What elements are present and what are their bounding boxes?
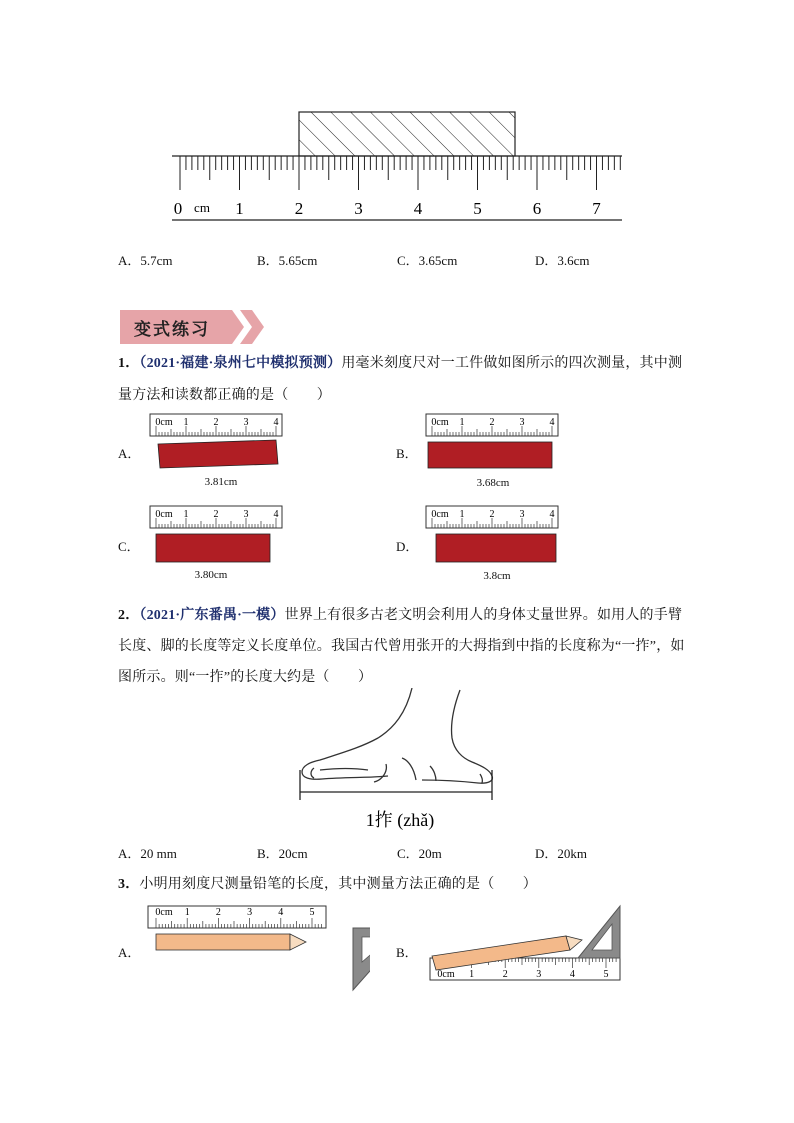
ruler-tick-label: 3 (519, 509, 525, 520)
ruler-tick-label: 4 (549, 417, 555, 428)
ruler-tick-label: 1 (459, 417, 465, 428)
q3-text: 小明用刻度尺测量铅笔的长度，其中测量方法正确的是（ ） (139, 877, 538, 892)
ruler-tick-label: 2 (489, 509, 495, 520)
ruler-tick-label: 3 (536, 969, 542, 980)
ruler-tick-label: 5 (603, 969, 609, 980)
q3-fig-a[interactable] (140, 900, 370, 995)
pencil-tip (290, 934, 306, 950)
ruler-tick-label: 1 (184, 907, 190, 918)
q2-option-d[interactable]: D．20km (535, 846, 588, 861)
ruler-tick-label: 3 (247, 907, 253, 918)
set-square-group (353, 928, 370, 990)
ruler-tick-label: 0 (173, 199, 183, 218)
pencil-body (156, 934, 290, 950)
ruler-tick-label: 2 (489, 417, 495, 428)
ruler-tick-label: 5 (473, 199, 482, 218)
ruler-tick-label: 6 (532, 199, 542, 218)
q2-text-1: 世界上有很多古老文明会利用人的身体丈量世界。如用人的手臂 (284, 608, 683, 623)
ruler-tick-label: 1 (469, 969, 475, 980)
ruler-unit-label: cm (194, 200, 210, 215)
q1-line2: 量方法和读数都正确的是（ ） (118, 388, 331, 403)
ruler-tick-label: 0cm (431, 509, 449, 520)
q1-fig-d[interactable] (424, 504, 564, 564)
ruler-tick-label: 3 (354, 199, 363, 218)
hand-span-label: 1拃 (zhǎ) (365, 810, 435, 830)
ruler-tick-label: 4 (273, 509, 279, 520)
q1-source: （2021·福建·泉州七中模拟预测） (139, 356, 342, 371)
q2-option-b[interactable]: B．20cm (257, 846, 308, 861)
q1-number: 1． (118, 356, 140, 371)
q1-fig-b-caption: 3.68cm (476, 477, 510, 489)
ruler-tick-label: 7 (592, 199, 601, 218)
option-d[interactable]: D．3.6cm (535, 253, 590, 268)
q2-source: （2021·广东番禺·一模） (139, 608, 285, 623)
ruler-tick-label: 4 (569, 969, 575, 980)
option-a[interactable]: A．5.7cm (118, 253, 173, 268)
workpiece-block (436, 534, 556, 562)
q2-line3: 图所示。则“一拃”的长度大约是（ ） (118, 670, 373, 685)
q1-fig-b-letter[interactable]: B． (396, 446, 418, 461)
q1-line1 (118, 352, 682, 372)
workpiece-block (158, 440, 278, 468)
workpiece-block (428, 442, 552, 468)
ruler-tick-label: 1 (183, 417, 189, 428)
q3-fig-b[interactable] (420, 900, 640, 1000)
q3-number: 3． (118, 877, 140, 892)
ruler-tick-label: 0cm (437, 969, 455, 980)
q3-fig-a-letter[interactable]: A． (118, 945, 141, 960)
q1-fig-c-caption: 3.80cm (194, 569, 228, 581)
q2-option-a[interactable]: A．20 mm (118, 846, 177, 861)
q1-fig-a-letter[interactable]: A． (118, 446, 141, 461)
q2-line1 (118, 604, 682, 624)
ruler-tick-label: 4 (549, 509, 555, 520)
q2-option-c[interactable]: C．20m (397, 846, 442, 861)
option-b[interactable]: B．5.65cm (257, 253, 318, 268)
ruler-tick-label: 0cm (155, 907, 173, 918)
ruler-tick-label: 2 (502, 969, 508, 980)
ruler-tick-label: 4 (273, 417, 279, 428)
ruler-tick-label: 2 (294, 199, 304, 218)
hand-span-figure (290, 688, 500, 838)
ruler-tick-label: 3 (243, 509, 249, 520)
ruler-tick-label: 1 (459, 509, 465, 520)
q2-number: 2． (118, 608, 140, 623)
ruler-tick-label: 0cm (431, 417, 449, 428)
ruler-tick-label: 1 (183, 509, 189, 520)
ruler-tick-label: 5 (309, 907, 315, 918)
q1-fig-d-letter[interactable]: D． (396, 539, 419, 554)
q1-fig-b[interactable] (424, 412, 564, 472)
q3-fig-b-letter[interactable]: B． (396, 945, 418, 960)
option-c[interactable]: C．3.65cm (397, 253, 458, 268)
q1-fig-c[interactable] (148, 504, 288, 564)
workpiece-block (156, 534, 270, 562)
q1-fig-a-caption: 3.81cm (204, 476, 238, 488)
ruler-ticks (180, 156, 620, 190)
ruler-tick-label: 0cm (155, 417, 173, 428)
q1-fig-a[interactable] (148, 412, 288, 472)
ruler-tick-label: 4 (413, 199, 423, 218)
hatched-block (299, 112, 515, 156)
q1-fig-d-caption: 3.8cm (483, 570, 511, 582)
q1-fig-c-letter[interactable]: C． (118, 539, 140, 554)
ruler-tick-label: 2 (213, 417, 219, 428)
q2-line2: 长度、脚的长度等定义长度单位。我国古代曾用张开的大拇指到中指的长度称为“一拃”，如 (118, 639, 685, 654)
ruler-tick-label: 1 (235, 199, 244, 218)
top-ruler-figure (160, 100, 640, 230)
hand-outline (302, 688, 492, 783)
ruler-tick-label: 3 (519, 417, 525, 428)
q1-text-1: 用毫米刻度尺对一工件做如图所示的四次测量，其中测 (341, 356, 683, 371)
section-banner (120, 310, 270, 344)
ruler-tick-label: 2 (215, 907, 221, 918)
ruler-tick-label: 2 (213, 509, 219, 520)
section-banner-title: 变式练习 (134, 320, 210, 340)
ruler-tick-labels (174, 199, 602, 218)
q3-line1 (118, 873, 537, 893)
ruler-tick-label: 4 (278, 907, 284, 918)
ruler-tick-label: 3 (243, 417, 249, 428)
ruler-tick-label: 0cm (155, 509, 173, 520)
